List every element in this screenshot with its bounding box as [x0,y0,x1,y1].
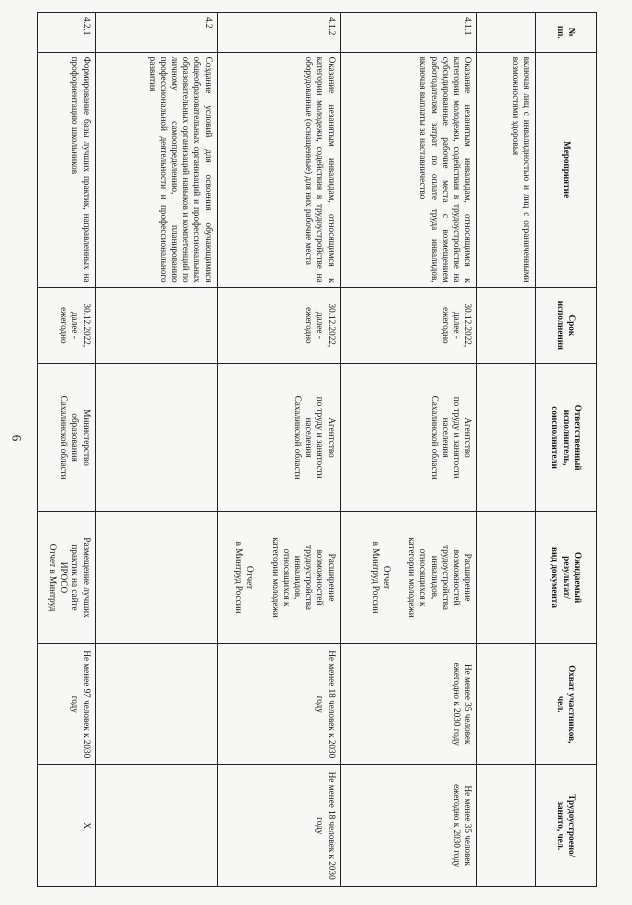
page-number: 6 [9,434,25,442]
col-header-result: Ожидаемый результат/ вид документа [536,512,597,644]
cell-num: 4.1.2 [217,13,340,53]
cell-result [217,512,340,644]
table-row [38,13,96,887]
table-row [95,13,217,887]
cell-event: Оказание незанятым инвалидам, относящимся к категории молодежи, содействия в трудоустройстве на оборудованные (оснащенные) для них рабочие места [217,52,340,287]
cell-coverage [477,644,536,765]
cell-employed: Х [38,765,96,887]
col-header-num: № пп. [536,13,597,53]
cell-result-ref: Отчет в Минтруд России [370,541,392,614]
cell-event: Оказание незанятым инвалидам, относящимся к категории молодежи, содействия в трудоустройстве на субсидированные рабочие места с возмещением работодателям затрат по оплате труда инвалидов, включая выплаты за наставничество [340,52,477,287]
cell-employed: Не менее 18 человек к 2030 году [217,765,340,887]
cell-event: Формирование базы лучших практик, направленных на профориентацию школьников [38,52,96,287]
col-header-deadline: Срок исполнения [536,287,597,364]
col-header-event: Мероприятие [536,52,597,287]
cell-deadline: 30.12.2022, далее - ежегодно [38,287,96,364]
cell-deadline: 30.12.2022, далее - ежегодно [340,287,477,364]
cell-responsible [477,364,536,512]
cell-event: включая лиц с инвалидностью и лиц с ограниченными возможностями здоровья [477,52,536,287]
cell-result-text: Расширение возможностей трудоустройства инвалидов, относящихся к категории молодежи [407,537,474,618]
table-row [477,13,536,887]
cell-employed [95,765,217,887]
cell-responsible: Агентство по труду и занятости населения Сахалинской области [340,364,477,512]
rotated-table-wrapper [37,12,597,887]
cell-responsible [95,364,217,512]
col-header-coverage: Охват участников, чел. [536,644,597,765]
cell-result [340,512,477,644]
cell-deadline [95,287,217,364]
cell-employed: Не менее 35 человек ежегодно к 2030 году [340,765,477,887]
cell-result-text: Размещение лучших практик на сайте ИРОСО Отчет в Минтруд [47,537,92,618]
cell-num: 4.1.1 [340,13,477,53]
cell-coverage [95,644,217,765]
cell-responsible: Министерство образования Сахалинской области [38,364,96,512]
table-header-row [536,13,597,887]
cell-responsible: Агентство по труду и занятости населения Сахалинской области [217,364,340,512]
cell-event: Создание условий для освоения обучающимися общеобразовательных организаций и профессиональных образовательных организаций навыков и компетенций по личному самоопределению, планированию профессиональной деятельности и профессионального развития [95,52,217,287]
table-row [340,13,477,887]
cell-num: 4.2 [95,13,217,53]
cell-num [477,13,536,53]
cell-deadline [477,287,536,364]
cell-employed [477,765,536,887]
cell-deadline: 30.12.2022, далее - ежегодно [217,287,340,364]
cell-coverage: Не менее 18 человек к 2030 году [217,644,340,765]
cell-coverage: Не менее 97 человек к 2030 году [38,644,96,765]
cell-result [477,512,536,644]
cell-coverage: Не менее 35 человек ежегодно к 2030 году [340,644,477,765]
cell-result-text: Расширение возможностей трудоустройства инвалидов, относящихся к категории молодежи [270,537,337,618]
cell-result [95,512,217,644]
col-header-employed: Трудоустроено/ занято, чел. [536,765,597,887]
table-row [217,13,340,887]
cell-result-ref: Отчет в Минтруд России [234,541,256,614]
cell-result [38,512,96,644]
cell-num: 4.2.1 [38,13,96,53]
col-header-responsible: Ответственный исполнитель, соисполнители [536,364,597,512]
measures-table [37,12,597,887]
